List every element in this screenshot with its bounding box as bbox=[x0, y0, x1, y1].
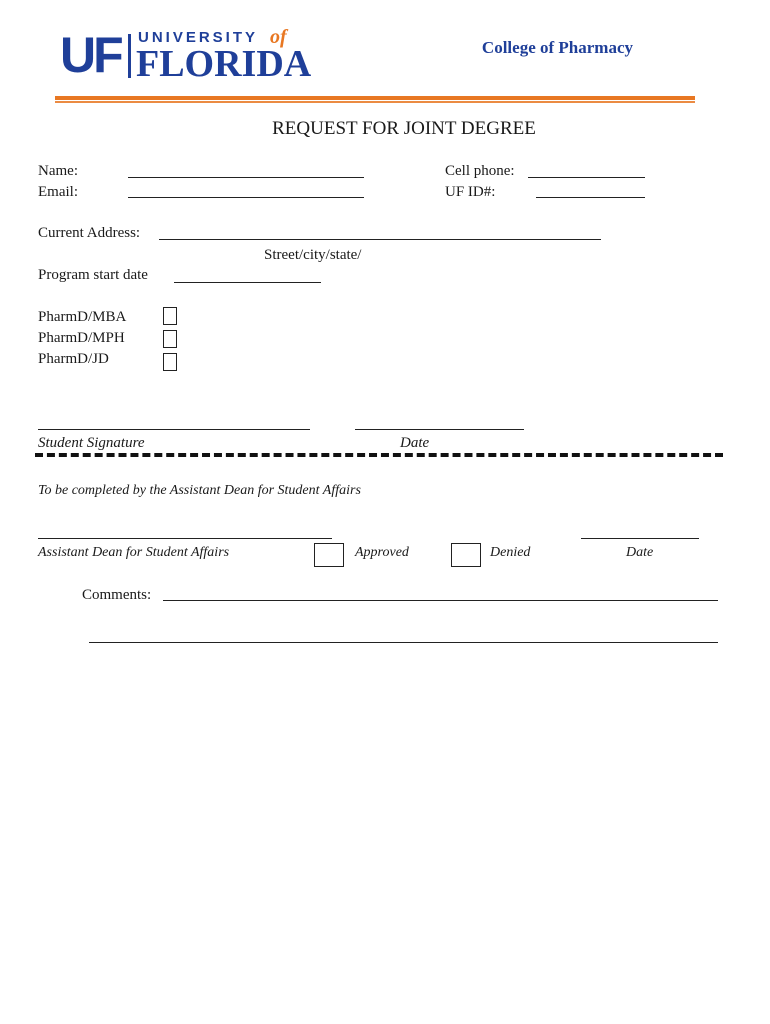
address-hint: Street/city/state/ bbox=[264, 247, 362, 263]
office-instruction: To be completed by the Assistant Dean for Student Affairs bbox=[38, 483, 361, 498]
header-rule bbox=[55, 96, 695, 100]
address-field[interactable] bbox=[159, 239, 601, 240]
program-checkbox-mph[interactable] bbox=[163, 330, 177, 348]
dean-date-label: Date bbox=[626, 545, 654, 560]
student-signature-label: Student Signature bbox=[38, 435, 145, 451]
college-name: College of Pharmacy bbox=[481, 38, 633, 57]
student-signature-field[interactable] bbox=[38, 429, 310, 430]
logo-florida-text: FLORIDA bbox=[136, 43, 312, 85]
cell-phone-label: Cell phone: bbox=[445, 163, 515, 179]
address-label: Current Address: bbox=[38, 225, 141, 241]
program-option-label: PharmD/MPH bbox=[38, 330, 125, 346]
program-checkbox-jd[interactable] bbox=[163, 353, 177, 371]
header-rule-thin bbox=[55, 101, 695, 103]
ufid-field[interactable] bbox=[536, 197, 645, 198]
cell-phone-field[interactable] bbox=[528, 177, 645, 178]
form-title: REQUEST FOR JOINT DEGREE bbox=[272, 118, 536, 139]
program-start-label: Program start date bbox=[38, 267, 148, 283]
comments-field-line-1[interactable] bbox=[163, 600, 718, 601]
uf-logo-monogram: UF bbox=[60, 27, 121, 83]
name-label: Name: bbox=[38, 163, 78, 179]
denied-checkbox[interactable] bbox=[451, 543, 481, 567]
logo-university-text: UNIVERSITY bbox=[138, 29, 259, 46]
name-field[interactable] bbox=[128, 177, 364, 178]
approved-checkbox[interactable] bbox=[314, 543, 344, 567]
student-date-field[interactable] bbox=[355, 429, 524, 430]
comments-field-line-2[interactable] bbox=[89, 642, 718, 643]
dean-label: Assistant Dean for Student Affairs bbox=[38, 545, 230, 560]
dean-signature-field[interactable] bbox=[38, 538, 332, 539]
dean-date-field[interactable] bbox=[581, 538, 699, 539]
comments-label: Comments: bbox=[82, 587, 152, 603]
denied-label: Denied bbox=[490, 545, 531, 560]
section-divider bbox=[35, 453, 723, 457]
email-label: Email: bbox=[38, 184, 78, 200]
approved-label: Approved bbox=[355, 545, 409, 560]
program-option-label: PharmD/MBA bbox=[38, 309, 127, 325]
program-checkbox-mba[interactable] bbox=[163, 307, 177, 325]
logo-of-text: of bbox=[270, 26, 287, 48]
student-date-label: Date bbox=[400, 435, 430, 451]
logo-divider bbox=[128, 34, 131, 78]
program-option-label: PharmD/JD bbox=[38, 351, 109, 367]
email-field[interactable] bbox=[128, 197, 364, 198]
program-start-field[interactable] bbox=[174, 282, 321, 283]
ufid-label: UF ID#: bbox=[445, 184, 496, 200]
